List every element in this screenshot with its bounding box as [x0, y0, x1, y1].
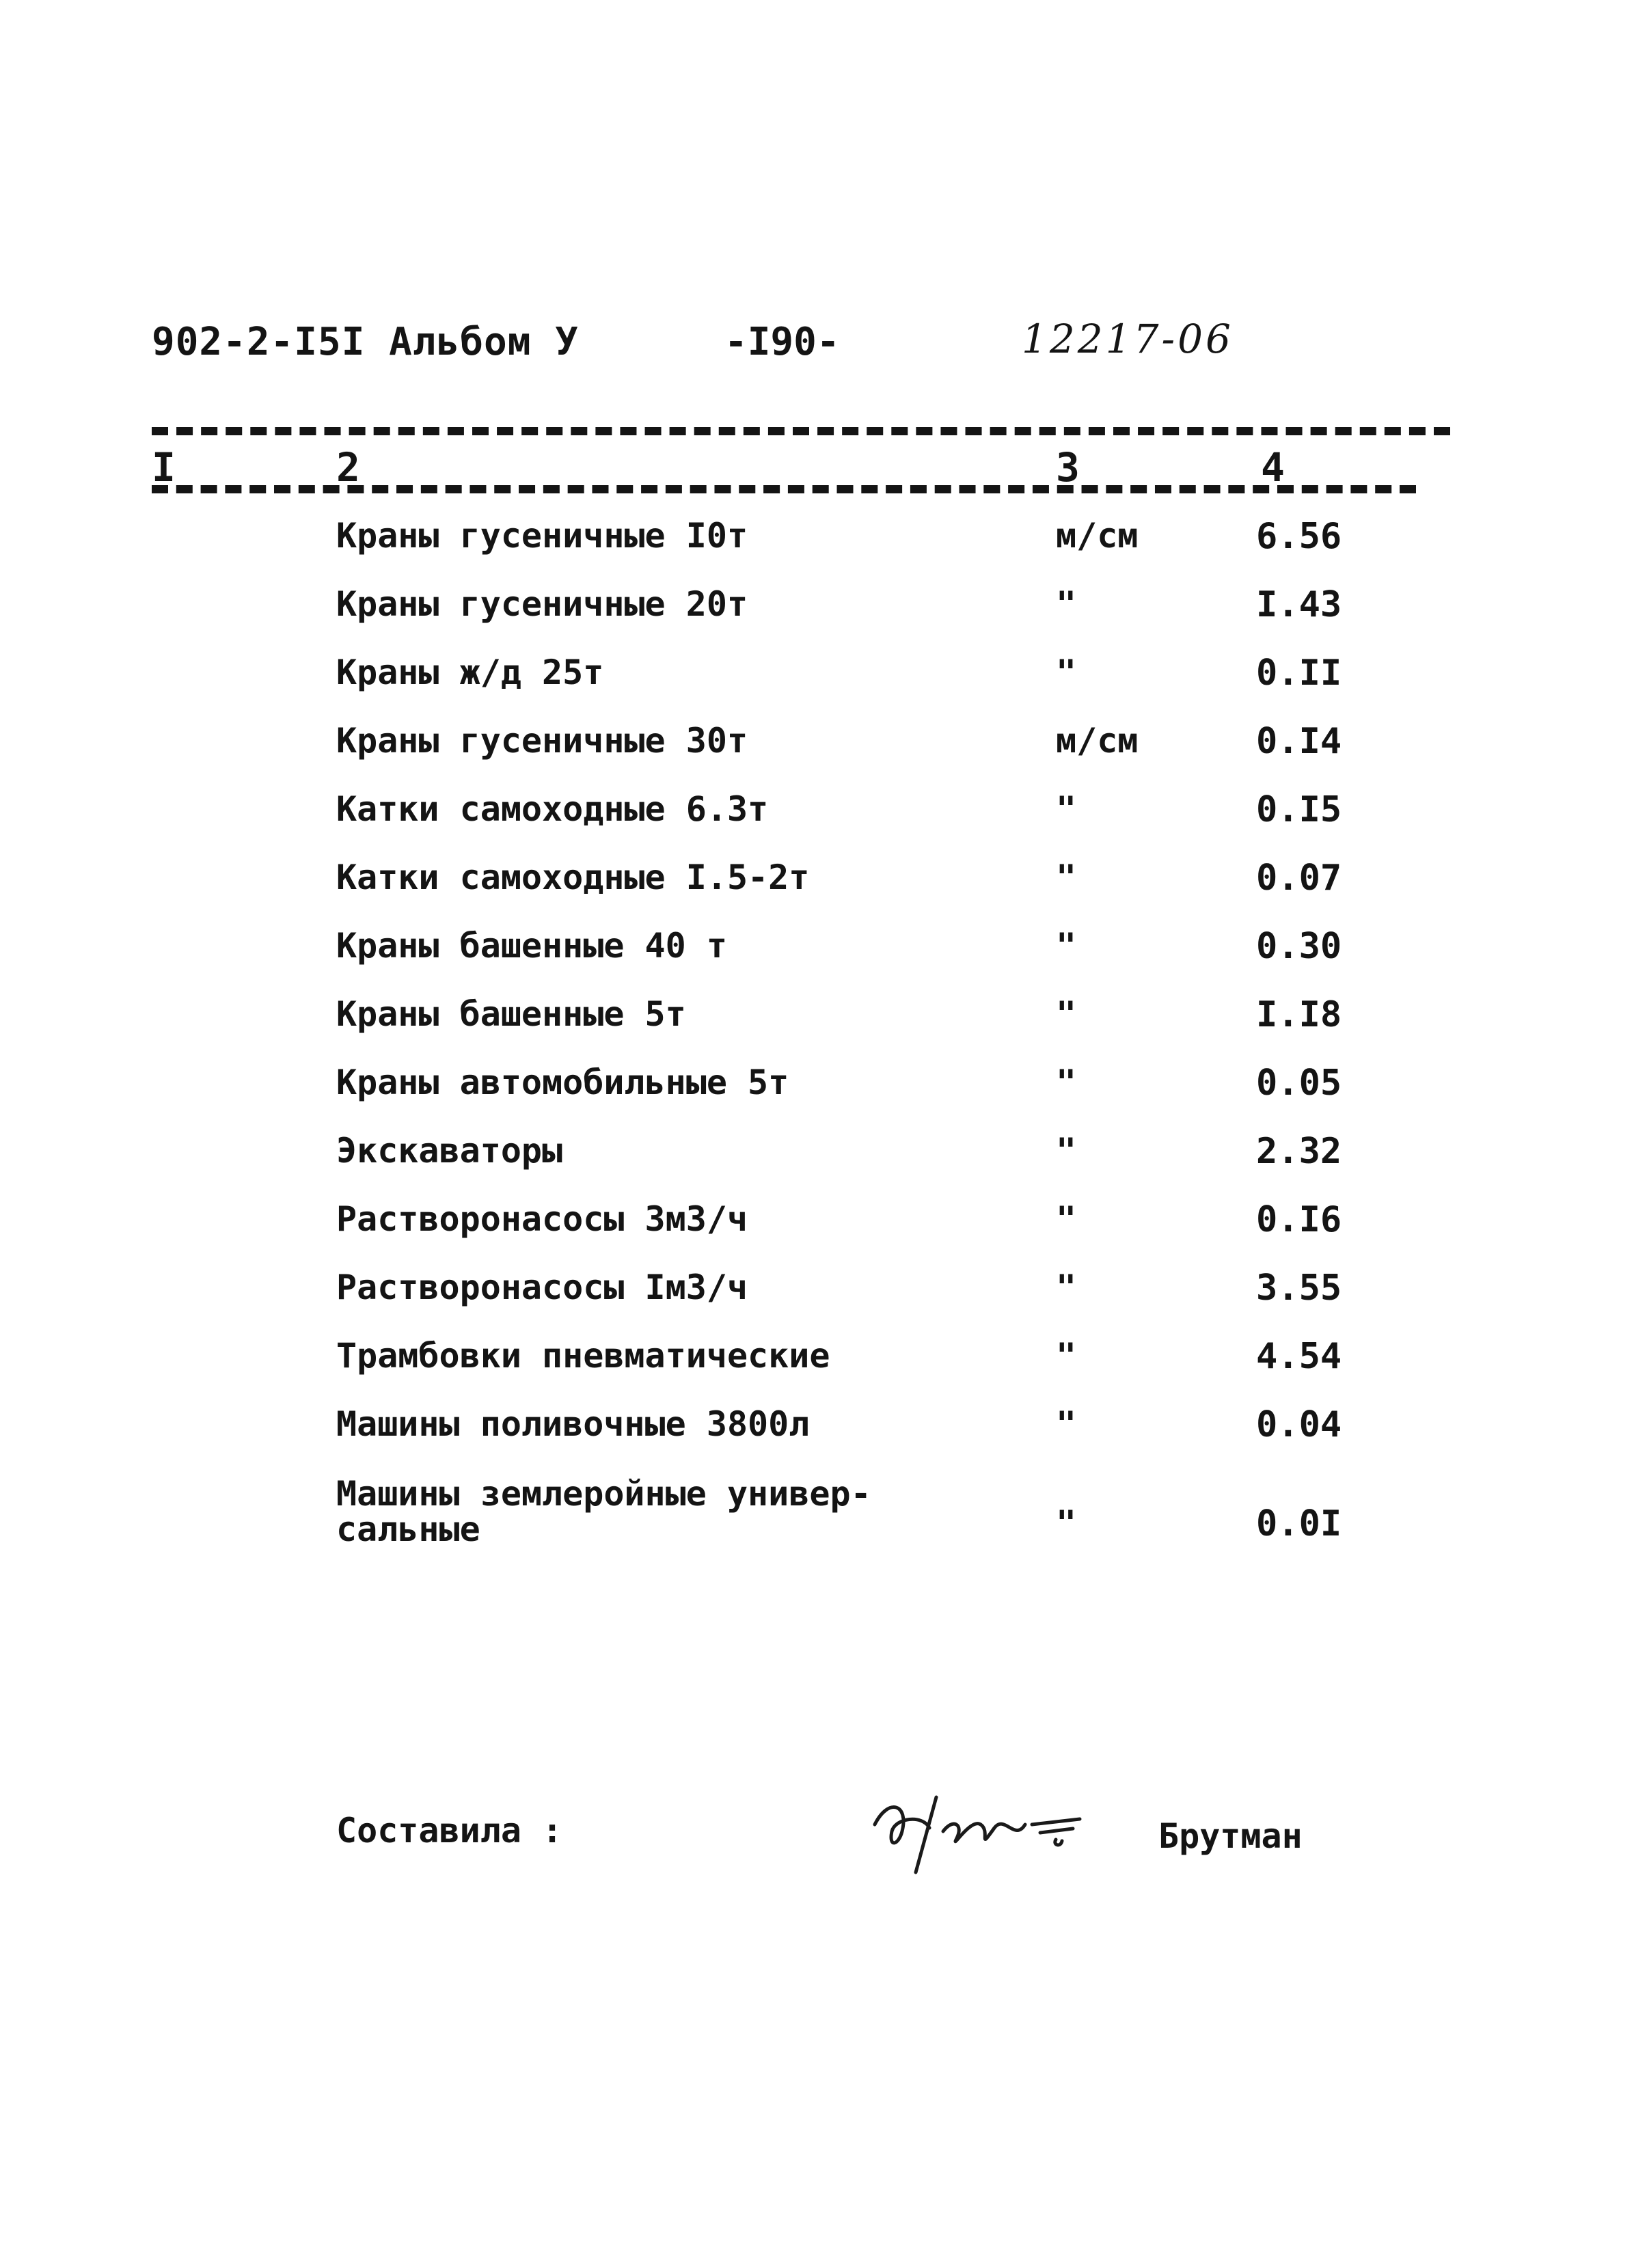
table-row — [0, 721, 1647, 789]
row-name: Экскаваторы — [336, 1131, 563, 1171]
row-unit: " — [1056, 1131, 1077, 1171]
row-name: Катки самоходные 6.3т — [336, 789, 769, 829]
compiler-name: Брутман — [1158, 1816, 1303, 1856]
signature-image — [861, 1777, 1107, 1886]
row-unit: " — [1056, 789, 1077, 829]
table-row — [0, 858, 1647, 926]
compiled-by-label: Составила : — [336, 1811, 563, 1850]
row-value: 0.I5 — [1256, 789, 1342, 830]
row-name: Краны гусеничные 20т — [336, 584, 748, 624]
row-value: 6.56 — [1256, 516, 1342, 557]
page-number: -I90- — [724, 320, 840, 364]
column-header-4: 4 — [1261, 444, 1285, 491]
row-value: I.I8 — [1256, 994, 1342, 1035]
row-unit: " — [1056, 1199, 1077, 1239]
document-reference: 902-2-I5I Альбом У — [152, 320, 579, 364]
row-unit: " — [1056, 653, 1077, 692]
row-unit: " — [1056, 1268, 1077, 1307]
table-row — [0, 1336, 1647, 1404]
row-name: Машины поливочные 3800л — [336, 1404, 810, 1444]
row-unit: м/см — [1056, 516, 1139, 556]
row-value: I.43 — [1256, 584, 1342, 625]
row-unit: " — [1056, 994, 1077, 1034]
row-value: 0.07 — [1256, 858, 1342, 899]
row-value: 0.04 — [1256, 1404, 1342, 1445]
handwritten-code: 12217-06 — [1022, 316, 1234, 362]
column-header-2: 2 — [336, 444, 360, 491]
row-value: 0.I6 — [1256, 1199, 1342, 1240]
table-row — [0, 584, 1647, 653]
table-top-rule — [152, 427, 1450, 435]
row-value: 0.05 — [1256, 1063, 1342, 1104]
table-row — [0, 1131, 1647, 1199]
row-name: Краны ж/д 25т — [336, 653, 604, 692]
table-row — [0, 994, 1647, 1063]
row-unit: " — [1056, 926, 1077, 966]
row-name: Растворонасосы 3м3/ч — [336, 1199, 748, 1239]
table-row — [0, 789, 1647, 858]
table-header-rule — [152, 485, 1416, 493]
row-unit: " — [1056, 858, 1077, 897]
row-unit: " — [1056, 1336, 1077, 1376]
table-row — [0, 516, 1647, 584]
row-unit: " — [1056, 1503, 1077, 1543]
row-unit: " — [1056, 1404, 1077, 1444]
row-name: Растворонасосы Iм3/ч — [336, 1268, 748, 1307]
table-row — [0, 1268, 1647, 1336]
row-value: 2.32 — [1256, 1131, 1342, 1172]
row-name: Катки самоходные I.5-2т — [336, 858, 810, 897]
row-value: 3.55 — [1256, 1268, 1342, 1309]
row-value: 0.0I — [1256, 1503, 1342, 1544]
table-row — [0, 926, 1647, 994]
row-unit: " — [1056, 584, 1077, 624]
row-name: Краны башенные 40 т — [336, 926, 727, 966]
table-row — [0, 1474, 1647, 1572]
table-row — [0, 653, 1647, 721]
row-name: Машины землеройные универ-сальные — [336, 1474, 871, 1549]
table-row — [0, 1199, 1647, 1268]
row-value: 0.30 — [1256, 926, 1342, 967]
row-name: Краны гусеничные 30т — [336, 721, 748, 761]
row-name: Краны башенные 5т — [336, 994, 686, 1034]
column-header-1: I — [152, 444, 176, 491]
row-value: 0.II — [1256, 653, 1342, 694]
row-value: 4.54 — [1256, 1336, 1342, 1377]
row-value: 0.I4 — [1256, 721, 1342, 762]
row-name: Трамбовки пневматические — [336, 1336, 830, 1376]
row-unit: м/см — [1056, 721, 1139, 761]
row-unit: " — [1056, 1063, 1077, 1102]
row-name: Краны гусеничные I0т — [336, 516, 748, 556]
table-row — [0, 1063, 1647, 1131]
table-row — [0, 1404, 1647, 1473]
column-header-3: 3 — [1056, 444, 1080, 491]
row-name: Краны автомобильные 5т — [336, 1063, 789, 1102]
